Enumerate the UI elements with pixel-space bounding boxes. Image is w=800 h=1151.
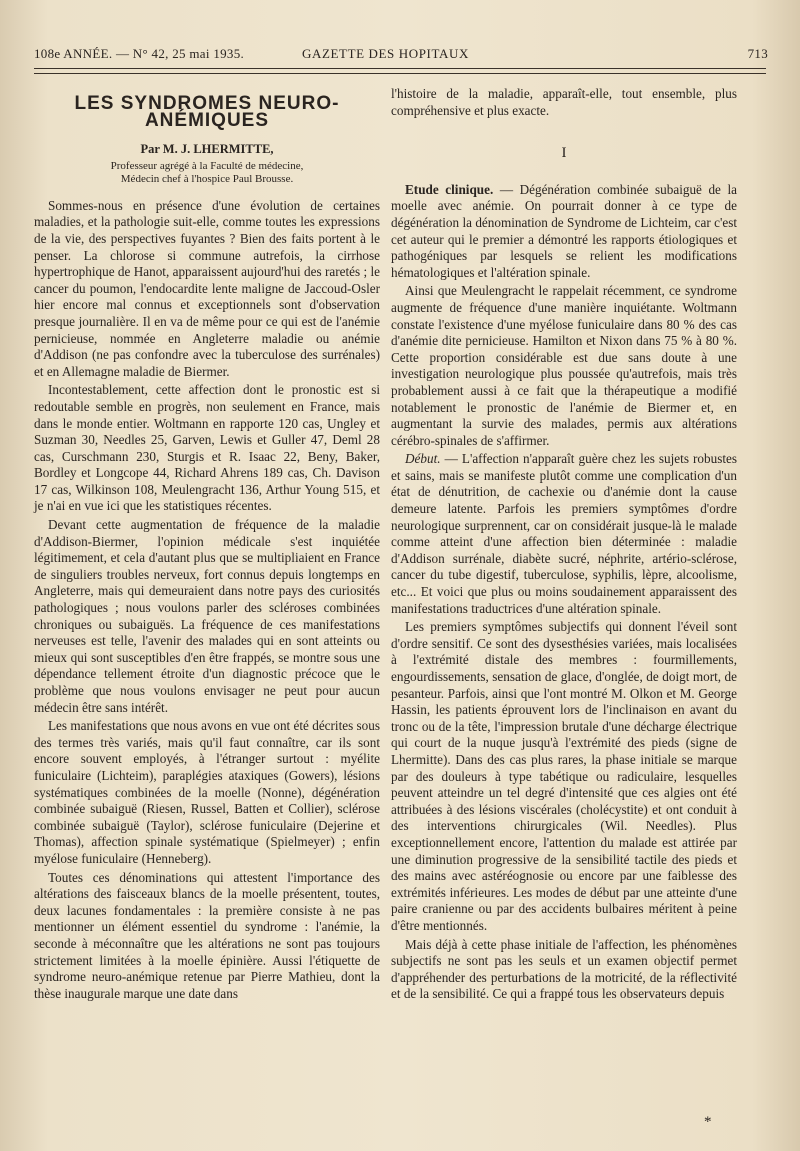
- paragraph: [391, 451, 737, 617]
- paragraph: Ainsi que Meulengracht le rappelait récemment, ce syndrome augmente de fréquence d'une manière inquiétante. Woltmann constate l'existence d'une myélose funiculaire dans 80 % des cas d'anémie dite pernicieuse. Hamilton et Nixon dans 75 % à 80 %. Cette proportion considérable est due sans doute à une investigation neurologique plus poussée qu'autrefois, mais très probablement aussi à ce fait que la thérapeutique a modifié notablement le pronostic de l'anémie de Biermer et, en augmentant la survie des malades, permis aux altérations cérébro-spinales de s'affirmer.: [391, 283, 737, 448]
- article-title: LES SYNDROMES NEURO-ANÉMIQUES: [74, 93, 340, 131]
- journal-name: GAZETTE DES HOPITAUX: [302, 46, 469, 61]
- header-rule-thick: [34, 68, 766, 69]
- paragraph-text: — L'affection n'apparaît guère chez les sujets robustes et sains, mais se manifeste plutôt comme une complication d'un état de dénutrition, de cachexie ou d'anémie dont la cause demeure latente. Parfois les premiers symptômes d'ordre neurologique surprennent, car on considérait jusque-là le malade comme atteint d'une affection bien déterminée : maladie d'Addison surrénale, diabète sucré, néphrite, artério-sclérose, cancer du tube digestif, tuberculose, syphilis, lèpre, alcoolisme, etc... Et voici que plus ou moins soudainement apparaissent des manifestations traductrices d'une altération spinale.: [391, 451, 737, 616]
- paragraph-continuation: l'histoire de la maladie, apparaît-elle, tout ensemble, plus compréhensive et plus exacte.: [391, 86, 737, 118]
- paragraph: Les manifestations que nous avons en vue ont été décrites sous des termes très variés, mais qu'il faut connaître, car ils sont encore souvent employés, à l'étranger surtout : myélite funiculaire (Lichteim), paraplégies ataxiques (Gowers), lésions systématiques combinées de la moelle (Nonne), dégénération combinée subaiguë (Riesen, Russel, Batten et Collier), sclérose combinée subaiguë (Taylor), sclérose funiculaire (Dejerine et Thomas), affection spinale systématique (Spielmeyer) ; enfin myélose funiculaire (Henneberg).: [34, 718, 380, 866]
- right-column: [391, 86, 737, 1005]
- section-number: I: [561, 145, 567, 162]
- article-author: Par M. J. LHERMITTE,: [140, 142, 274, 157]
- paragraph: Incontestablement, cette affection dont le pronostic est si redoutable semble en progrès, non seulement en France, mais dans le monde entier. Woltmann en rapporte 120 cas, Ungley et Suzman 30, Needles 25, Garven, Lewis et Guller 47, Deml 28 cas, Curschmann 230, Sturgis et R. Isaac 22, Beny, Baker, Bordley et Longcope 44, Richard Ahrens 189 cas, Ch. Davison 17 cas, Wilkinson 108, Meulengracht 136, Arthur Young 515, et je n'ai en vue ici que les statistiques récentes.: [34, 382, 380, 514]
- subheading-etude-clinique: Etude clinique.: [405, 181, 494, 197]
- paragraph: Mais déjà à cette phase initiale de l'affection, les phénomènes subjectifs ne sont pas les seuls et un examen objectif permet d'appréhender des perturbations de la motricité, de la réflectivité et de la sensibilité. Ce qui a frappé tous les observateurs depuis: [391, 936, 737, 1002]
- affiliation-line-1: Professeur agrégé à la Faculté de médecine,: [110, 159, 304, 172]
- paragraph: Toutes ces dénominations qui attestent l'importance des altérations des faisceaux blancs de la moelle présentent, toutes, deux lacunes fondamentales : la première consiste à ne pas mentionner un élément essentiel du syndrome : l'anémie, la seconde à méconnaître que les altérations ne sont pas toujours strictement limitées à la moelle épinière. Aussi l'étiquette de syndrome neuro-anémique retenue par Pierre Mathieu, dont la thèse inaugurale marque une date dans: [34, 869, 380, 1001]
- footer-asterisk: *: [704, 1114, 712, 1130]
- page-number: 713: [747, 46, 768, 61]
- running-header: [34, 42, 770, 64]
- paragraph-text: — Dégénération combinée subaiguë de la moelle avec anémie. On pourrait donner à ce type de dégénération la dénomination de Syndrome de Lichteim, car c'est cet auteur qui le premier a démontré les rapports étiologiques et pathogéniques par lesquels se relient les modifications hématologiques et l'altération spinale.: [391, 181, 737, 280]
- author-affiliation: [34, 160, 380, 186]
- paragraph: Devant cette augmentation de fréquence de la maladie d'Addison-Biermer, l'opinion médicale s'est inquiétée légitimement, et cela d'autant plus que se multipliaient en France de singuliers troubles nerveux, fort connus depuis longtemps en Angleterre, mais qui demeuraient dans notre pays des curiosités pathologiques ; nous voulons parler des scléroses combinées chroniques ou subaiguës. La fréquence de ces manifestations nerveuses est telle, l'avenir des malades qui en sont atteints ou mieux qui sont susceptibles d'en être frappés, se montre sous une dépendance tellement étroite d'un diagnostic précoce que le problème que nous voulons envisager ne peut pour aucun médecin être sans intérêt.: [34, 517, 380, 715]
- affiliation-line-2: Médecin chef à l'hospice Paul Brousse.: [120, 172, 294, 185]
- issue-line: 108e ANNÉE. — N° 42, 25 mai 1935.: [34, 46, 245, 61]
- header-rule-thin: [34, 73, 766, 74]
- subheading-debut: Début.: [405, 451, 441, 467]
- paragraph: [391, 182, 737, 282]
- paragraph: Les premiers symptômes subjectifs qui donnent l'éveil sont d'ordre sensitif. Ce sont des dysesthésies variées, mais localisées à l'extrémité distale des membres : fourmillements, engourdissements, sensation de glace, d'onglée, de doigt mort, de pesanteur. Parfois, ainsi que l'ont montré M. Olkon et M. George Hassin, les patients éprouvent lors de l'inclinaison en avant du tronc ou de la tête, l'impression brutale d'une décharge électrique qui court de la nuque jusqu'à l'extrémité des pieds (signe de Lhermitte). Dans des cas plus rares, la phase initiale se marque par des douleurs à type tabétique ou radiculaire, lesquelles peuvent atteindre un tel degré d'intensité que ces algies ont été attribuées à des lésions viscérales (cholécystite) et ont conduit à des interventions chirurgicales (Wil. Needles). Plus exceptionnellement encore, l'attention du malade est attirée par une diminution progressive de la sensibilité tactile des pieds et des mains avec astéréognosie ou encore par une faiblesse des extrémités inférieures. Les modes de début par une atteinte d'une paire cranienne ou par des accidents bulbaires méritent à peine d'être mentionnés.: [391, 619, 737, 933]
- left-column: [34, 88, 380, 1004]
- paragraph: Sommes-nous en présence d'une évolution de certaines maladies, et la pathologie suit-elle, comme toutes les expressions de la vie, des perspectives fuyantes ? Bien des faits portent à le penser. La chlorose si commune autrefois, la cirrhose hypertrophique de Hanot, apparaissent aujourd'hui des raretés ; le cancer du poumon, l'endocardite lente maligne de Jaccoud-Osler hier encore mal connus et exceptionnels sont d'observation presque journalière. Il en va de même pour ce qui est de l'anémie pernicieuse, nommée en Angleterre maladie ou anémie d'Addison (ne pas confondre avec la tuberculose des surrénales) et en Allemagne maladie de Biermer.: [34, 197, 380, 379]
